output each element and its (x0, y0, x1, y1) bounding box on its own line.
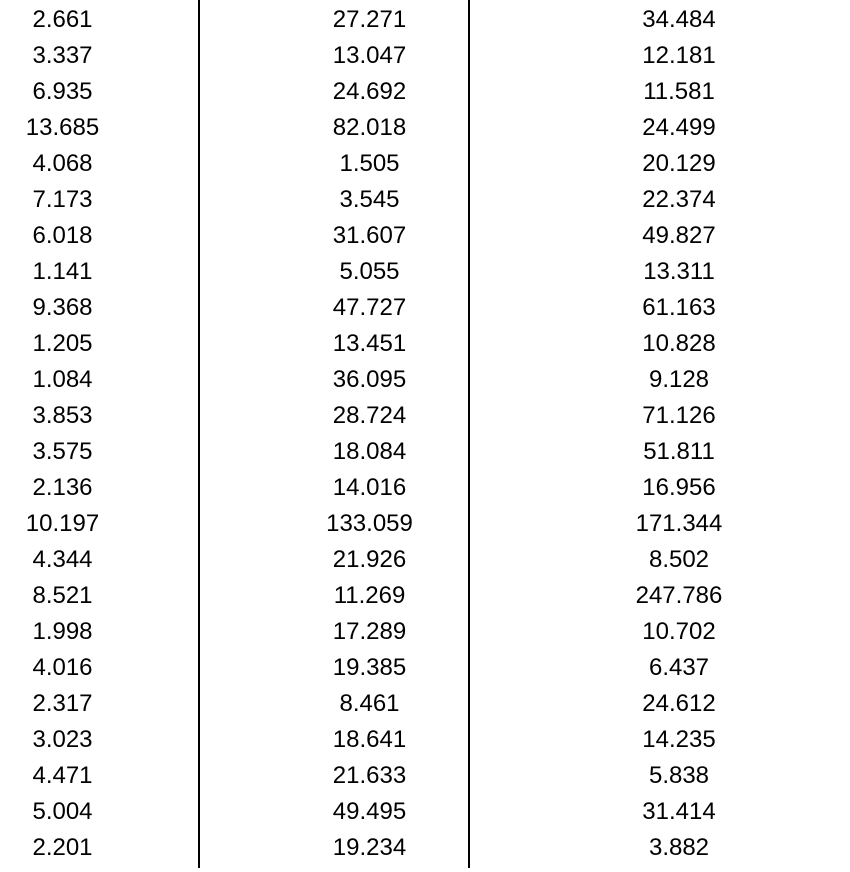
table-cell-col-1: 4.344 (32, 546, 93, 573)
table-cell-col-2: 18.084 (332, 438, 407, 465)
table-cell-col-2: 24.692 (332, 78, 407, 105)
table-row (0, 2, 850, 38)
table-cell-col-2: 14.016 (332, 474, 407, 501)
table-cell-col-1: 2.317 (32, 690, 93, 717)
table-cell-col-2: 13.451 (332, 330, 407, 357)
table-cell-col-2: 19.385 (332, 654, 407, 681)
table-cell-col-2: 36.095 (332, 366, 407, 393)
table-cell-col-2: 8.461 (339, 690, 400, 717)
table-cell-col-3: 20.129 (642, 150, 716, 177)
table-cell-col-3: 22.374 (642, 186, 716, 213)
table-cell-col-3: 8.502 (648, 546, 710, 573)
table-row (0, 686, 850, 722)
table-cell-col-1: 10.197 (25, 510, 100, 537)
table-cell-col-2: 21.926 (332, 546, 407, 573)
table-cell-col-1: 13.685 (25, 114, 100, 141)
table-cell-col-1: 5.004 (32, 798, 93, 825)
table-cell-col-2: 31.607 (332, 222, 407, 249)
table-cell-col-3: 10.702 (642, 618, 716, 645)
table-cell-col-3: 6.437 (648, 654, 710, 681)
table-cell-col-3: 61.163 (642, 294, 716, 321)
table-cell-col-2: 21.633 (332, 762, 407, 789)
table-cell-col-1: 6.935 (32, 78, 93, 105)
table-row (0, 290, 850, 326)
table-row (0, 614, 850, 650)
table-cell-col-2: 28.724 (332, 402, 407, 429)
table-cell-col-3: 9.128 (648, 366, 710, 393)
table-row (0, 758, 850, 794)
table-cell-col-1: 7.173 (32, 186, 93, 213)
table-row (0, 218, 850, 254)
table-row (0, 326, 850, 362)
table-cell-col-2: 133.059 (326, 510, 413, 537)
table-cell-col-2: 1.505 (339, 150, 400, 177)
table-cell-col-3: 247.786 (635, 582, 723, 609)
table-cell-col-1: 1.205 (32, 330, 93, 357)
table-cell-col-1: 4.016 (32, 654, 93, 681)
table-cell-col-1: 9.368 (32, 294, 93, 321)
table-cell-col-3: 34.484 (642, 6, 716, 33)
table-cell-col-3: 13.311 (643, 258, 715, 285)
table-row (0, 794, 850, 830)
table-cell-col-2: 3.545 (339, 186, 400, 213)
table-cell-col-1: 3.853 (32, 402, 93, 429)
table-row (0, 254, 850, 290)
table-row (0, 110, 850, 146)
table-row (0, 182, 850, 218)
table-cell-col-1: 6.018 (32, 222, 93, 249)
table-cell-col-3: 14.235 (642, 726, 716, 753)
table-cell-col-3: 11.581 (643, 78, 715, 105)
table-cell-col-1: 1.084 (32, 366, 93, 393)
table-row (0, 830, 850, 866)
table-cell-col-2: 49.495 (332, 798, 407, 825)
table-cell-col-3: 24.612 (642, 690, 716, 717)
table-row (0, 38, 850, 74)
table-cell-col-3: 51.811 (643, 438, 715, 465)
table-cell-col-3: 16.956 (642, 474, 716, 501)
table-row (0, 650, 850, 686)
data-table (0, 2, 850, 866)
table-row (0, 578, 850, 614)
table-cell-col-2: 18.641 (332, 726, 407, 753)
table-cell-col-1: 1.998 (32, 618, 93, 645)
table-row (0, 74, 850, 110)
table-row (0, 146, 850, 182)
table-cell-col-2: 27.271 (332, 6, 407, 33)
table-cell-col-3: 10.828 (642, 330, 716, 357)
table-cell-col-2: 5.055 (339, 258, 400, 285)
table-cell-col-1: 3.023 (32, 726, 93, 753)
table-cell-col-3: 31.414 (642, 798, 716, 825)
table-row (0, 362, 850, 398)
table-cell-col-3: 71.126 (642, 402, 716, 429)
table-row (0, 398, 850, 434)
table-cell-col-2: 11.269 (333, 582, 406, 609)
table-cell-col-1: 3.575 (32, 438, 93, 465)
table-row (0, 722, 850, 758)
table-row (0, 506, 850, 542)
table-cell-col-1: 2.201 (32, 834, 93, 861)
table-cell-col-1: 8.521 (32, 582, 93, 609)
table-cell-col-3: 49.827 (642, 222, 716, 249)
table-cell-col-3: 5.838 (648, 762, 710, 789)
table-cell-col-2: 13.047 (332, 42, 407, 69)
table-cell-col-1: 4.068 (32, 150, 93, 177)
table-cell-col-1: 1.141 (32, 258, 93, 285)
table-row (0, 470, 850, 506)
table-cell-col-2: 47.727 (332, 294, 407, 321)
table-cell-col-2: 82.018 (332, 114, 407, 141)
table-cell-col-3: 12.181 (642, 42, 716, 69)
table-cell-col-3: 171.344 (635, 510, 723, 537)
table-row (0, 542, 850, 578)
table-cell-col-3: 24.499 (642, 114, 716, 141)
table-cell-col-3: 3.882 (648, 834, 710, 861)
table-cell-col-1: 2.136 (32, 474, 93, 501)
table-cell-col-2: 19.234 (332, 834, 407, 861)
table-cell-col-2: 17.289 (332, 618, 407, 645)
table-cell-col-1: 4.471 (32, 762, 93, 789)
table-row (0, 434, 850, 470)
table-cell-col-1: 3.337 (32, 42, 93, 69)
table-cell-col-1: 2.661 (32, 6, 93, 33)
